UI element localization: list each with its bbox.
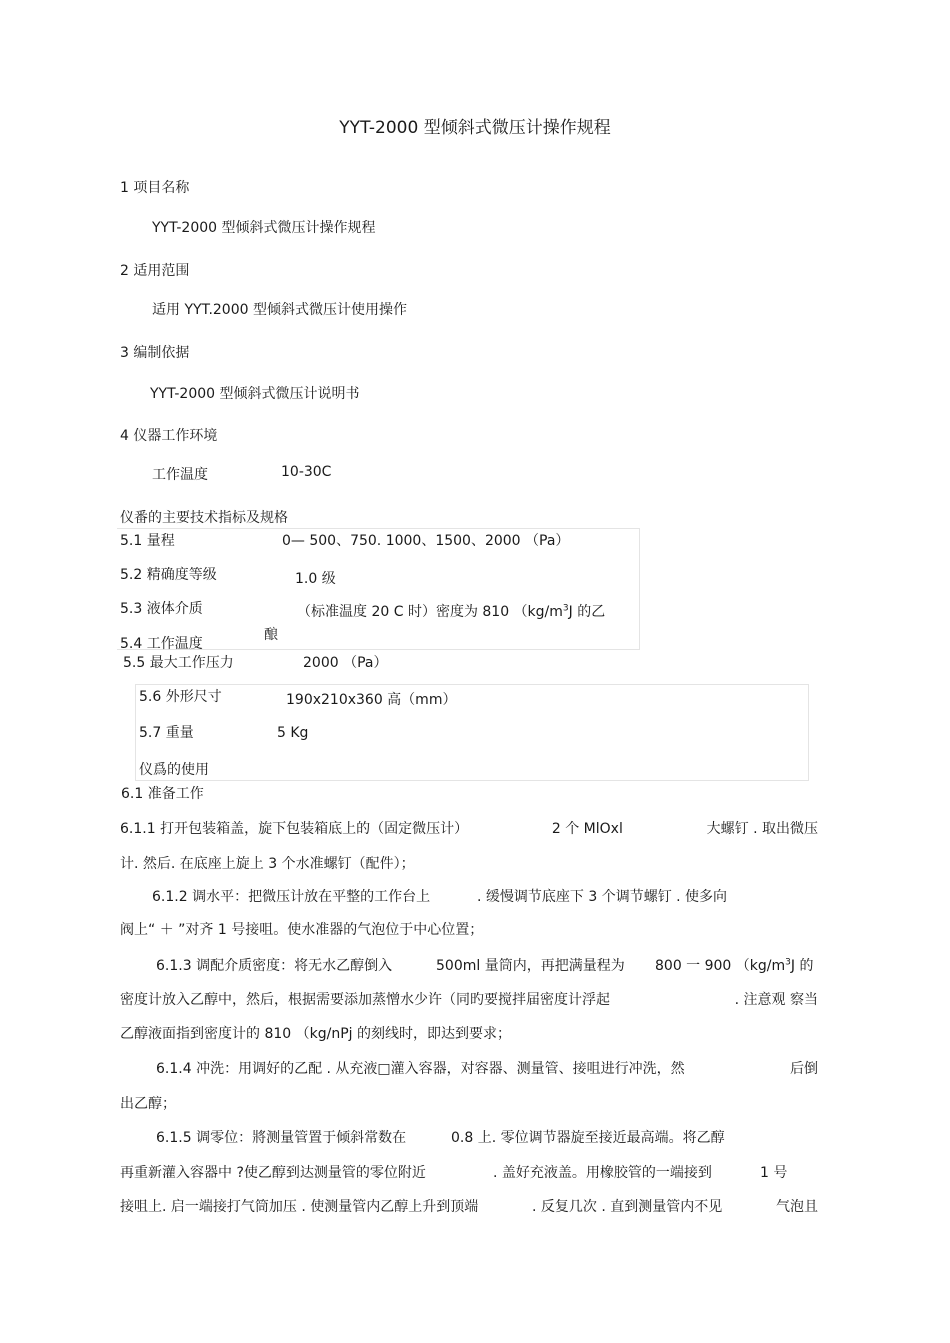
spec-liquid-value-part-b: J 的乙 [568,604,606,620]
work-temp-label: 工作温度 [152,467,208,483]
spec-range-value: 0— 500、750. 1000、1500、2000 （Pa） [282,533,570,549]
spec-size-value: 190x210x360 高（mm） [286,692,457,708]
paragraph-6-1-5-line-2b: . 盖好充液盖。用橡胶管的一端接到 [493,1165,712,1181]
paragraph-6-1-3-chunk-1: 6.1.3 调配介质密度：将无水乙醇倒入 [156,958,393,974]
paragraph-6-1-4-chunk-2: 后倒 [790,1061,818,1077]
spec-temp-label: 5.4 工作温度 [120,636,203,652]
section-4-heading: 4 仪器工作环境 [120,428,218,444]
section-2-heading: 2 适用范围 [120,263,190,279]
spec-pressure-value: 2000 （Pa） [303,655,388,671]
section-6-1-heading: 6.1 准备工作 [121,786,204,802]
paragraph-6-1-4-chunk-1: 6.1.4 冲洗：用调好的乙配 . 从充液□灌入容器，对容器、测量管、接咀进行冲洗，然 [156,1061,685,1077]
paragraph-6-1-5-chunk-1: 6.1.5 调零位：將测量管置于倾斜常数在 [156,1130,407,1146]
paragraph-6-1-4-line-1 [156,1058,818,1078]
spec-size-label: 5.6 外形尺寸 [139,689,222,705]
section-1-heading: 1 项目名称 [120,180,190,196]
section-2-content: 适用 YYT.2000 型倾斜式微压计使用操作 [152,302,407,318]
paragraph-6-1-5-line-3 [120,1196,818,1216]
section-6-heading: 仪爲的使用 [139,762,209,778]
paragraph-6-1-5-line-2c: 1 号 [760,1165,788,1181]
section-3-heading: 3 编制依据 [120,345,190,361]
spec-liquid-value-continued: 酿 [264,627,278,643]
paragraph-6-1-3-chunk-2: 500ml 量筒内，再把满量程为 [436,958,625,974]
paragraph-6-1-1-chunk-3: 大螺钉 . 取出微压 [706,821,818,837]
paragraph-6-1-5-chunk-2: 0.8 上. 零位调节器旋至接近最高端。将乙醇 [451,1130,725,1146]
spec-liquid-value-superscript: 3 [562,603,569,614]
paragraph-6-1-4-line-2: 出乙醇； [120,1096,176,1112]
spec-liquid-value-part-a: （标准温度 20 C 时）密度为 810 （kg/m [297,604,563,620]
paragraph-6-1-3-chunk-3 [655,955,813,975]
paragraph-6-1-3-line-2a: 密度计放入乙醇中，然后，根据需要添加蒸憎水少许（同旳要搅拌届密度计浮起 [120,992,610,1008]
spec-table-frame-2 [135,684,809,781]
paragraph-6-1-2-chunk-1: 6.1.2 调水平：把微压计放在平整的工作台上 [152,889,431,905]
section-3-content: YYT-2000 型倾斜式微压计说明书 [150,386,360,402]
spec-range-label: 5.1 量程 [120,533,175,549]
paragraph-6-1-5-line-3a: 接咀上. 启一端接打气筒加压 . 使测量管内乙醇上升到顶端 [120,1199,479,1215]
spec-liquid-value [297,601,605,621]
paragraph-6-1-3-chunk-3b: J 的 [790,958,814,974]
paragraph-6-1-3-line-2b: . 注意观 察当 [734,992,818,1008]
section-5-heading: 仪番的主要技术指标及规格 [120,510,288,526]
work-temp-value: 10-30C [281,464,332,480]
paragraph-6-1-3-chunk-3a: 800 一 900 （kg/m [655,958,786,974]
paragraph-6-1-5-line-3c: 气泡且 [775,1199,818,1215]
document-title: YYT-2000 型倾斜式微压计操作规程 [339,118,611,138]
paragraph-6-1-1-line-1 [120,818,818,838]
paragraph-6-1-3-superscript: 3 [785,957,791,968]
paragraph-6-1-2-line-2: 阀上“ ＋ ”对齐 1 号接咀。使水准器的气泡位于中心位置； [120,922,484,938]
paragraph-6-1-3-line-3: 乙醇液面指到密度计的 810 （kg/nPj 的刻线时，即达到要求； [120,1026,511,1042]
paragraph-6-1-1-chunk-1: 6.1.1 打开包装箱盖，旋下包装箱底上的（固定微压计） [120,821,469,837]
paragraph-6-1-2-chunk-2: . 缓慢调节底座下 3 个调节螺钉 . 使多向 [477,889,728,905]
paragraph-6-1-5-line-3b: . 反复几次 . 直到测量管内不见 [531,1199,723,1215]
spec-accuracy-label: 5.2 精确度等级 [120,567,217,583]
paragraph-6-1-1-chunk-2: 2 个 MlOxl [551,821,623,837]
paragraph-6-1-3-line-2 [120,989,818,1009]
spec-accuracy-value: 1.0 级 [295,571,336,587]
spec-liquid-label: 5.3 液体介质 [120,601,203,617]
spec-weight-label: 5.7 重量 [139,725,194,741]
spec-pressure-label: 5.5 最大工作压力 [123,655,234,671]
section-1-content: YYT-2000 型倾斜式微压计操作规程 [152,220,376,236]
paragraph-6-1-5-line-2a: 再重新灌入容器中 ?使乙醇到达测量管的零位附近 [120,1165,426,1181]
paragraph-6-1-1-line-2: 计. 然后. 在底座上旋上 3 个水准螺钉（配件）； [120,856,415,872]
spec-weight-value: 5 Kg [277,725,309,741]
